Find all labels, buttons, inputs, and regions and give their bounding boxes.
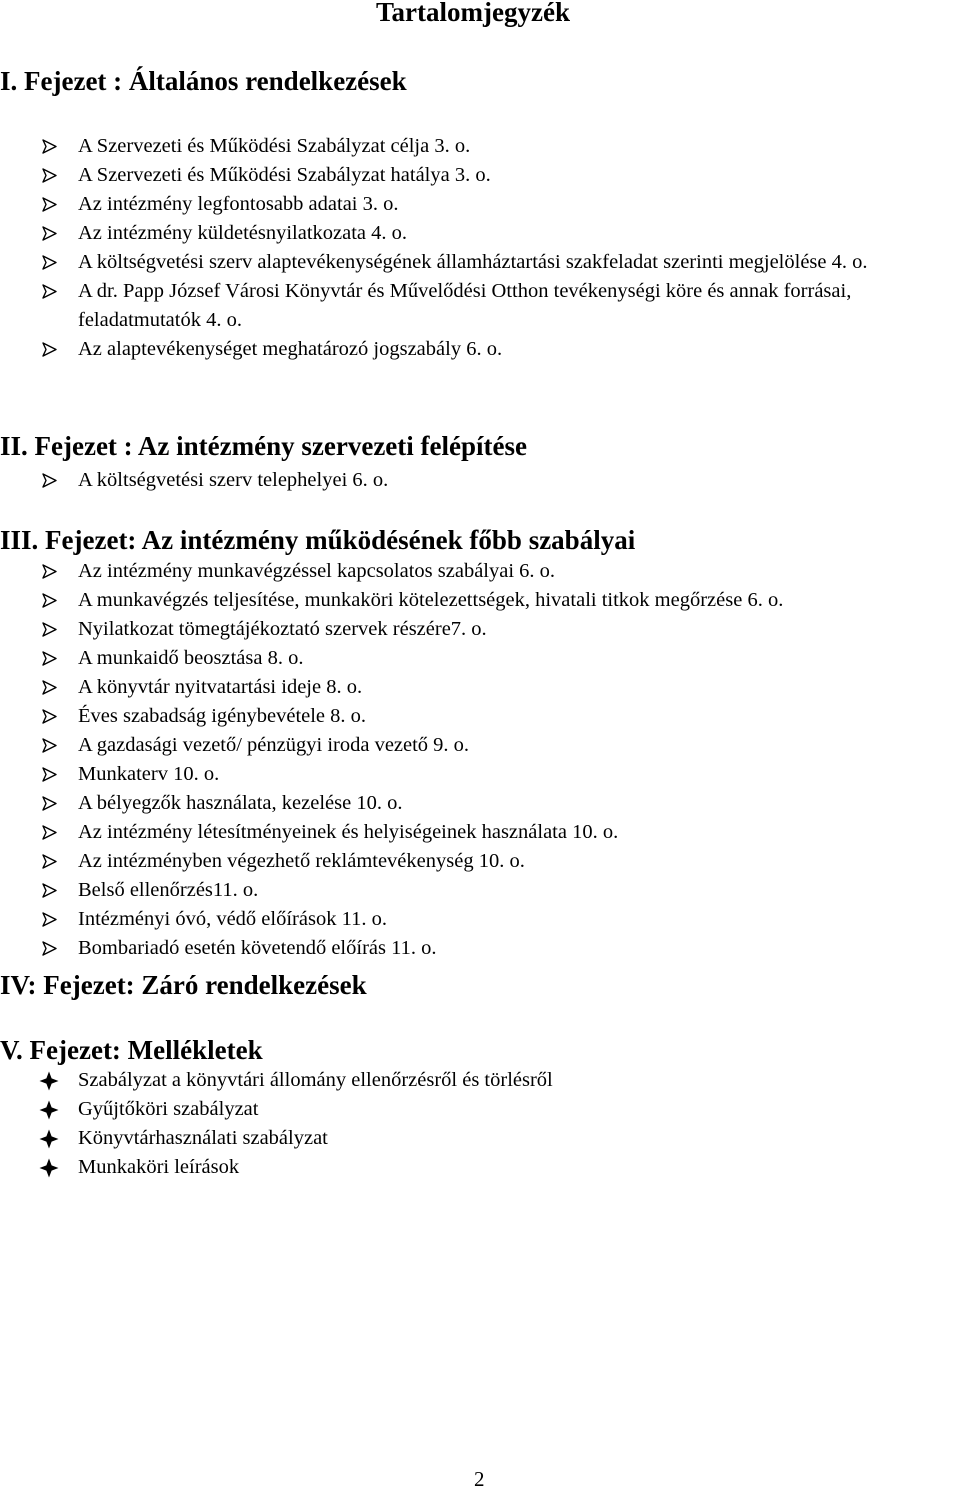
arrowhead-bullet-icon: [37, 248, 61, 277]
list-item-text: A Szervezeti és Működési Szabályzat célja 3. o.: [78, 135, 471, 157]
arrowhead-bullet-icon: [37, 673, 61, 702]
list-item: [0, 615, 958, 644]
chapter-2-list: [0, 466, 958, 495]
arrowhead-bullet-icon: [37, 219, 61, 248]
list-item: [0, 277, 958, 335]
diamond-bullet-icon: [37, 1153, 61, 1182]
list-item: [0, 190, 958, 219]
list-item: [0, 557, 958, 586]
list-item: [0, 161, 958, 190]
arrowhead-bullet-icon: [37, 557, 61, 586]
list-item: [0, 1095, 958, 1124]
list-item-text: A munkaidő beosztása 8. o.: [78, 647, 304, 669]
list-item: [0, 1066, 958, 1095]
list-item-text: Az intézmény munkavégzéssel kapcsolatos szabályai 6. o.: [78, 560, 556, 582]
list-item: [0, 934, 958, 963]
list-item-text: Könyvtárhasználati szabályzat: [78, 1127, 328, 1149]
arrowhead-bullet-icon: [37, 644, 61, 673]
chapter-3-list: [0, 557, 958, 963]
arrowhead-bullet-icon: [37, 876, 61, 905]
chapter-3-heading: III. Fejezet: Az intézmény működésének főbb szabályai: [0, 525, 636, 555]
list-item: [0, 132, 958, 161]
arrowhead-bullet-icon: [37, 335, 61, 364]
list-item: [0, 905, 958, 934]
page-number: 2: [474, 1467, 485, 1491]
list-item: [0, 702, 958, 731]
list-item-text: Szabályzat a könyvtári állomány ellenőrzésről és törlésről: [78, 1069, 553, 1091]
arrowhead-bullet-icon: [37, 277, 61, 306]
list-item: [0, 673, 958, 702]
arrowhead-bullet-icon: [37, 934, 61, 963]
list-item-text: A Szervezeti és Működési Szabályzat hatálya 3. o.: [78, 164, 491, 186]
list-item: [0, 1153, 958, 1182]
list-item: [0, 760, 958, 789]
list-item: [0, 335, 958, 364]
arrowhead-bullet-icon: [37, 702, 61, 731]
chapter-1-heading: I. Fejezet : Általános rendelkezések: [0, 66, 407, 96]
arrowhead-bullet-icon: [37, 132, 61, 161]
arrowhead-bullet-icon: [37, 847, 61, 876]
list-item-text: Éves szabadság igénybevétele 8. o.: [78, 705, 367, 727]
list-item: [0, 818, 958, 847]
list-item-text: A dr. Papp József Városi Könyvtár és Művelődési Otthon tevékenységi köre és annak forrásai, feladatmutatók 4. o.: [78, 280, 852, 331]
list-item-text: Az intézményben végezhető reklámtevékenység 10. o.: [78, 850, 525, 872]
list-item-text: Munkaterv 10. o.: [78, 763, 220, 785]
diamond-bullet-icon: [37, 1095, 61, 1124]
arrowhead-bullet-icon: [37, 731, 61, 760]
list-item-text: Az intézmény létesítményeinek és helyiségeinek használata 10. o.: [78, 821, 619, 843]
list-item-text: A költségvetési szerv telephelyei 6. o.: [78, 469, 389, 491]
list-item-text: Bombariadó esetén követendő előírás 11. o.: [78, 937, 437, 959]
list-item-text: Gyűjtőköri szabályzat: [78, 1098, 259, 1120]
list-item-text: Az intézmény legfontosabb adatai 3. o.: [78, 193, 399, 215]
arrowhead-bullet-icon: [37, 760, 61, 789]
arrowhead-bullet-icon: [37, 466, 61, 495]
chapter-4-heading: IV: Fejezet: Záró rendelkezések: [0, 970, 367, 1000]
chapter-1-list: [0, 132, 958, 364]
arrowhead-bullet-icon: [37, 905, 61, 934]
list-item-text: Munkaköri leírások: [78, 1156, 240, 1178]
list-item-text: A költségvetési szerv alaptevékenységének államháztartási szakfeladat szerinti megjelölése 4. o.: [78, 251, 868, 273]
chapter-5-list: [0, 1066, 958, 1182]
list-item-text: Nyilatkozat tömegtájékoztató szervek részére7. o.: [78, 618, 487, 640]
arrowhead-bullet-icon: [37, 789, 61, 818]
page-title: Tartalomjegyzék: [376, 0, 570, 27]
list-item: [0, 466, 958, 495]
diamond-bullet-icon: [37, 1124, 61, 1153]
list-item: [0, 1124, 958, 1153]
chapter-5-heading: V. Fejezet: Mellékletek: [0, 1035, 263, 1065]
arrowhead-bullet-icon: [37, 161, 61, 190]
list-item-text: A bélyegzők használata, kezelése 10. o.: [78, 792, 403, 814]
list-item-text: Az intézmény küldetésnyilatkozata 4. o.: [78, 222, 408, 244]
list-item-text: A gazdasági vezető/ pénzügyi iroda vezető 9. o.: [78, 734, 470, 756]
diamond-bullet-icon: [37, 1066, 61, 1095]
list-item: [0, 644, 958, 673]
list-item: [0, 731, 958, 760]
list-item: [0, 219, 958, 248]
arrowhead-bullet-icon: [37, 190, 61, 219]
list-item: [0, 847, 958, 876]
arrowhead-bullet-icon: [37, 586, 61, 615]
list-item: [0, 876, 958, 905]
list-item-text: A munkavégzés teljesítése, munkaköri kötelezettségek, hivatali titkok megőrzése 6. o.: [78, 589, 784, 611]
list-item-text: Az alaptevékenységet meghatározó jogszabály 6. o.: [78, 338, 503, 360]
list-item: [0, 789, 958, 818]
list-item-text: A könyvtár nyitvatartási ideje 8. o.: [78, 676, 363, 698]
chapter-2-heading: II. Fejezet : Az intézmény szervezeti felépítése: [0, 431, 527, 461]
list-item-text: Intézményi óvó, védő előírások 11. o.: [78, 908, 387, 930]
list-item: [0, 586, 958, 615]
list-item-text: Belső ellenőrzés11. o.: [78, 879, 259, 901]
arrowhead-bullet-icon: [37, 818, 61, 847]
arrowhead-bullet-icon: [37, 615, 61, 644]
list-item: [0, 248, 958, 277]
